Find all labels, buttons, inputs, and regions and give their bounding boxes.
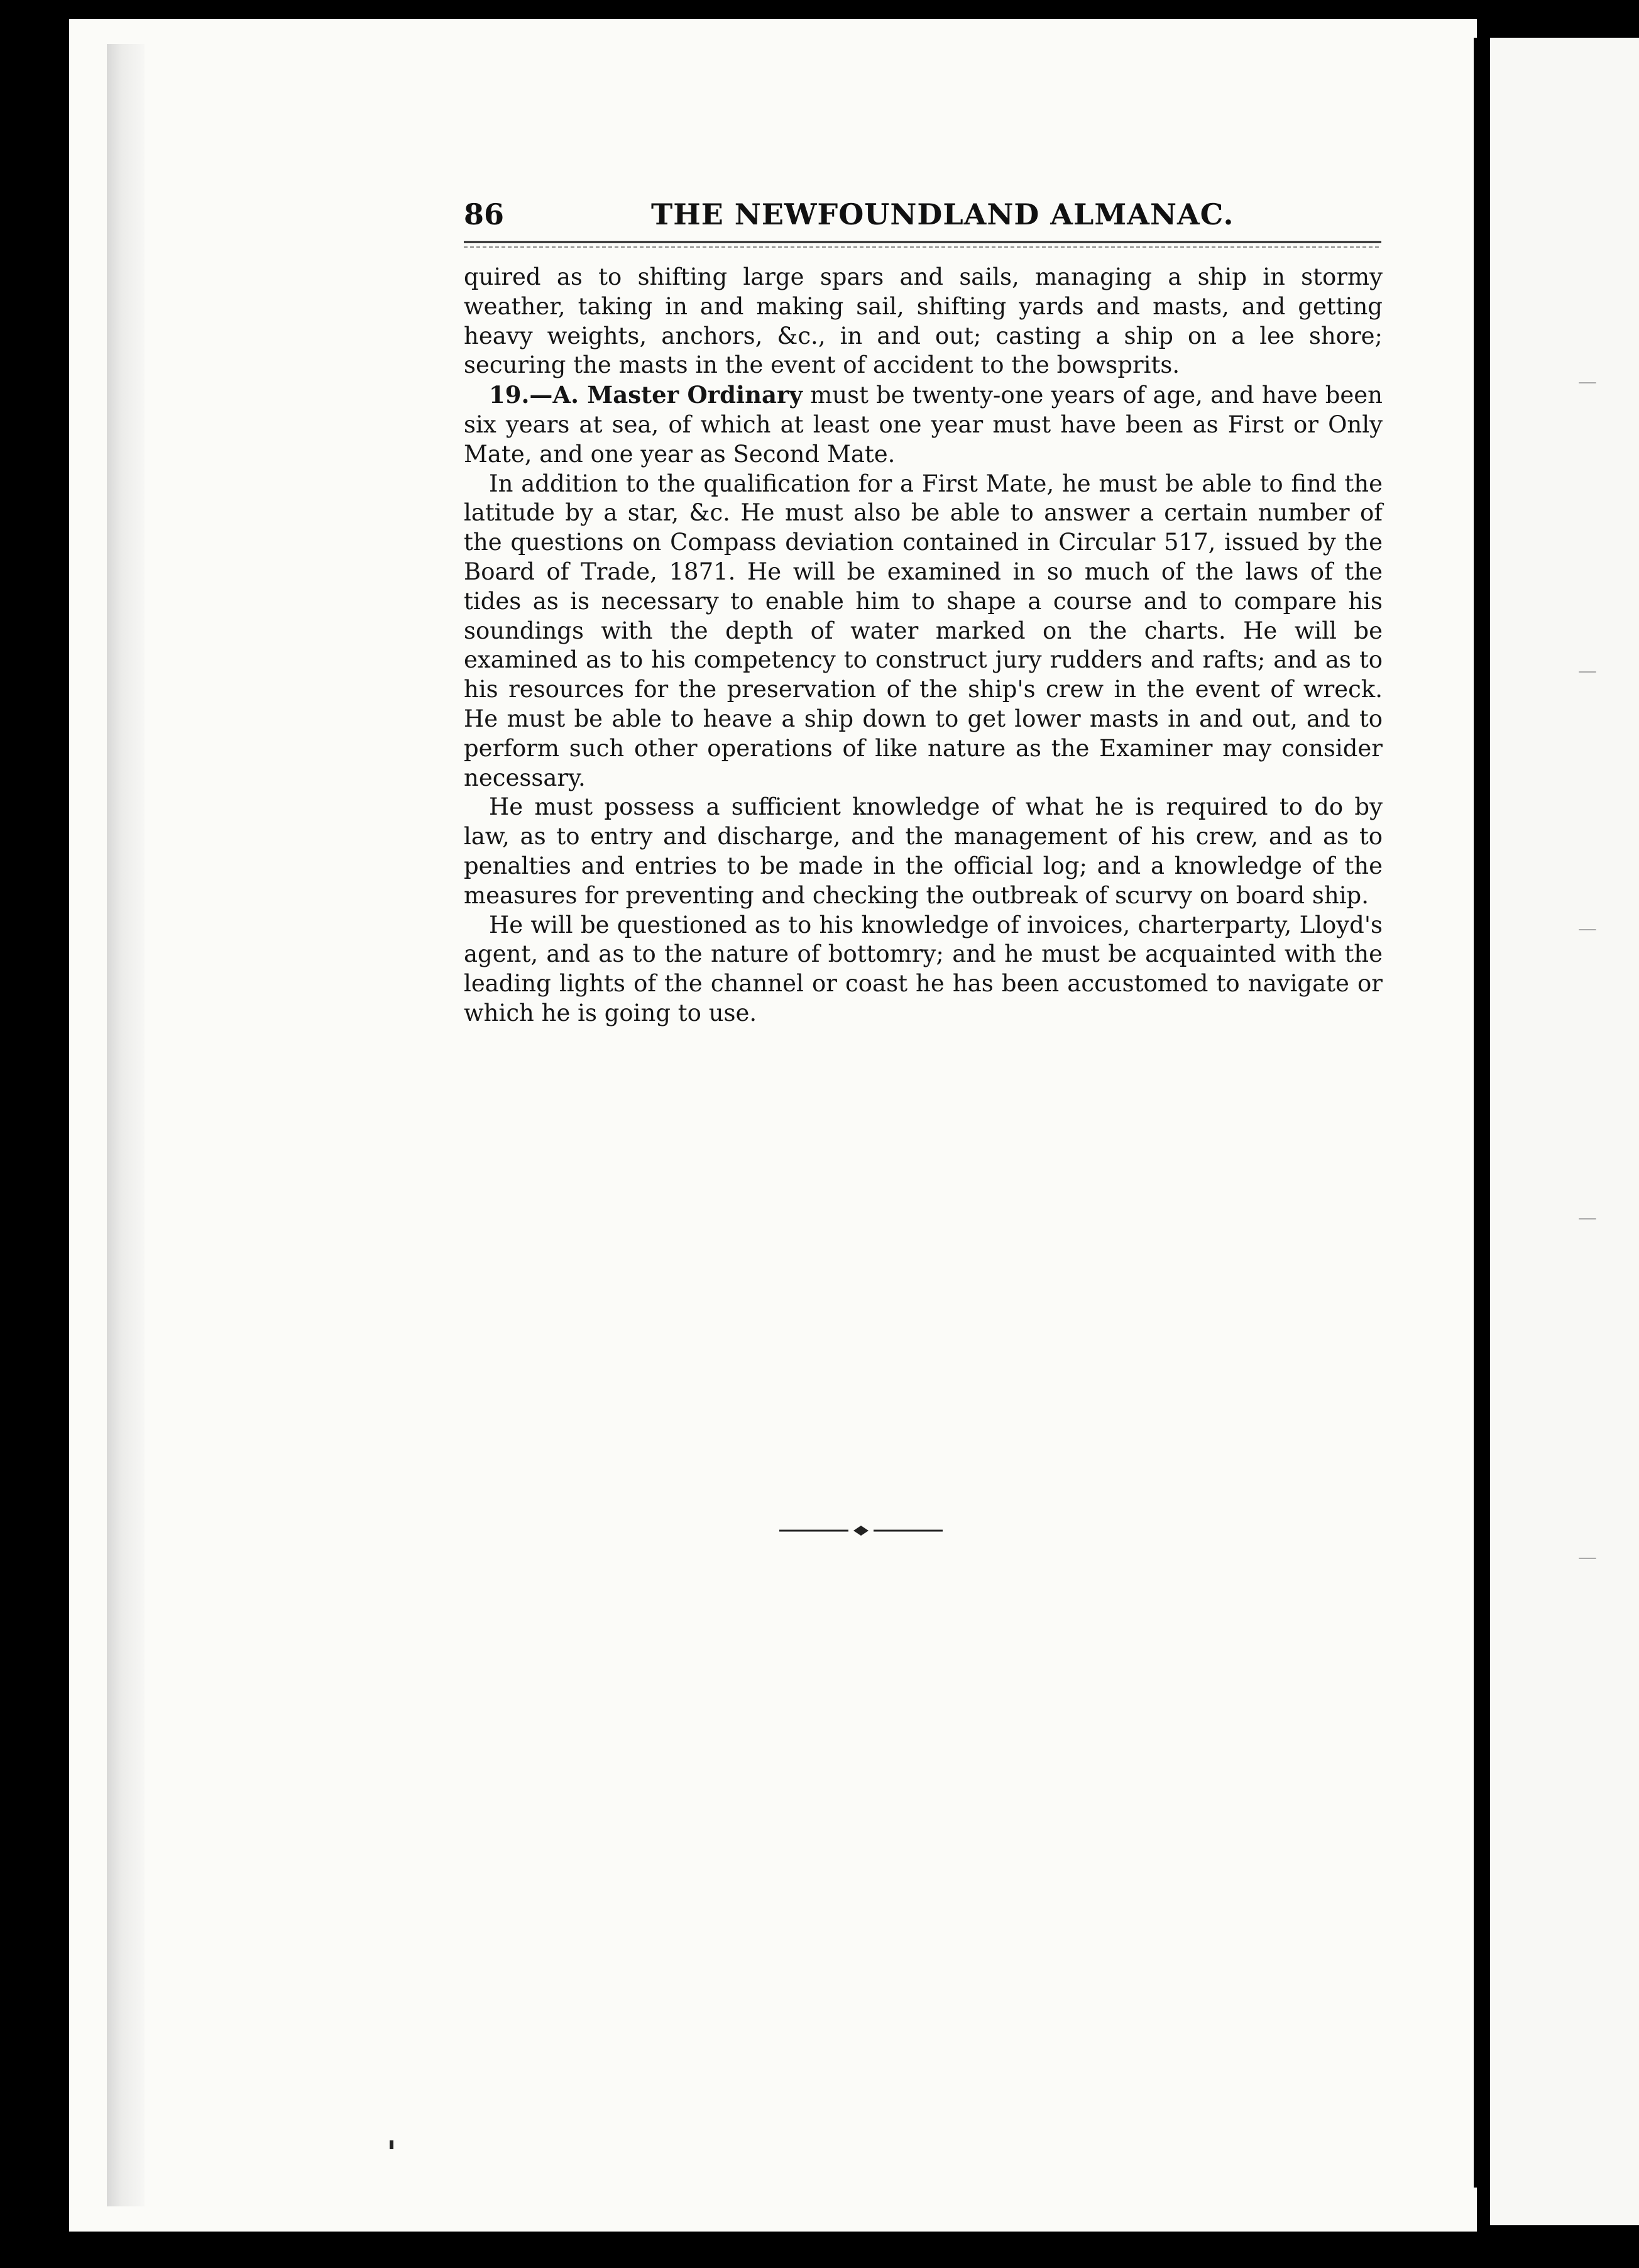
paragraph-text: He will be questioned as to his knowledge of invoices, charterparty, Lloyd's agent, and as to the nature of bottomry; and he must be acquainted with the leading lights of the channel or coast he has been accustomed to navigate or which he is going to use. — [464, 911, 1383, 1027]
page-binding-edge — [107, 44, 145, 2206]
facing-page-fragment: — — [1578, 660, 1597, 682]
section-heading: 19.—A. Master Ordinary — [489, 381, 803, 409]
film-border-left — [0, 0, 69, 2268]
running-title: THE NEWFOUNDLAND ALMANAC. — [651, 197, 1234, 231]
paragraph-text: quired as to shifting large spars and sails, managing a ship in stormy weather, taking in and making sail, shifting yards and masts, and getting heavy weights, anchors, &c., in and out; casting a ship on a lee shore; securing the masts in the event of accident to the bowsprits. — [464, 263, 1383, 379]
header-double-rule — [464, 240, 1381, 251]
facing-page-edge — [1490, 38, 1639, 2225]
paragraph — [464, 380, 1383, 469]
section-divider-ornament — [779, 1524, 943, 1537]
running-header — [464, 197, 1375, 235]
show-through-text — [471, 1125, 1376, 1154]
paragraph — [464, 911, 1383, 1028]
article-body — [464, 263, 1383, 1028]
paragraph-text: In addition to the qualification for a First Mate, he must be able to find the latitude by a star, &c. He must also be able to answer a certain number of the questions on Compass deviation contained in Circular 517, issued by the Board of Trade, 1871. He will be examined in so much of the laws of the tides as is necessary to enable him to shape a course and to compare his soundings with the depth of water marked on the charts. He will be examined as to his competency to construct jury rudders and rafts; and as to his resources for the preservation of the ship's crew in the event of wreck. He must be able to heave a ship down to get lower masts in and out, and to perform such other operations of like nature as the Examiner may consider necessary. — [464, 470, 1383, 791]
paragraph-text: He must possess a sufficient knowledge of what he is required to do by law, as to entry and discharge, and the management of his crew, and as to penalties and entries to be made in the official log; and a knowledge of the measures for preventing and checking the outbreak of scurvy on board ship. — [464, 793, 1383, 909]
facing-page-fragment: — — [1578, 371, 1597, 393]
print-speck — [390, 2140, 393, 2149]
paragraph — [464, 470, 1383, 793]
facing-page-fragment: — — [1578, 1546, 1597, 1568]
page-number: 86 — [464, 197, 505, 231]
paragraph-text: must be twenty-one years of age, and have been six years at sea, of which at least one year must have been as First or Only Mate, and one year as Second Mate. — [464, 382, 1383, 468]
facing-page-fragment: — — [1578, 918, 1597, 940]
page-gutter — [1474, 38, 1490, 2188]
paragraph — [464, 263, 1383, 380]
facing-page-fragment: — — [1578, 1207, 1597, 1229]
paragraph — [464, 793, 1383, 910]
